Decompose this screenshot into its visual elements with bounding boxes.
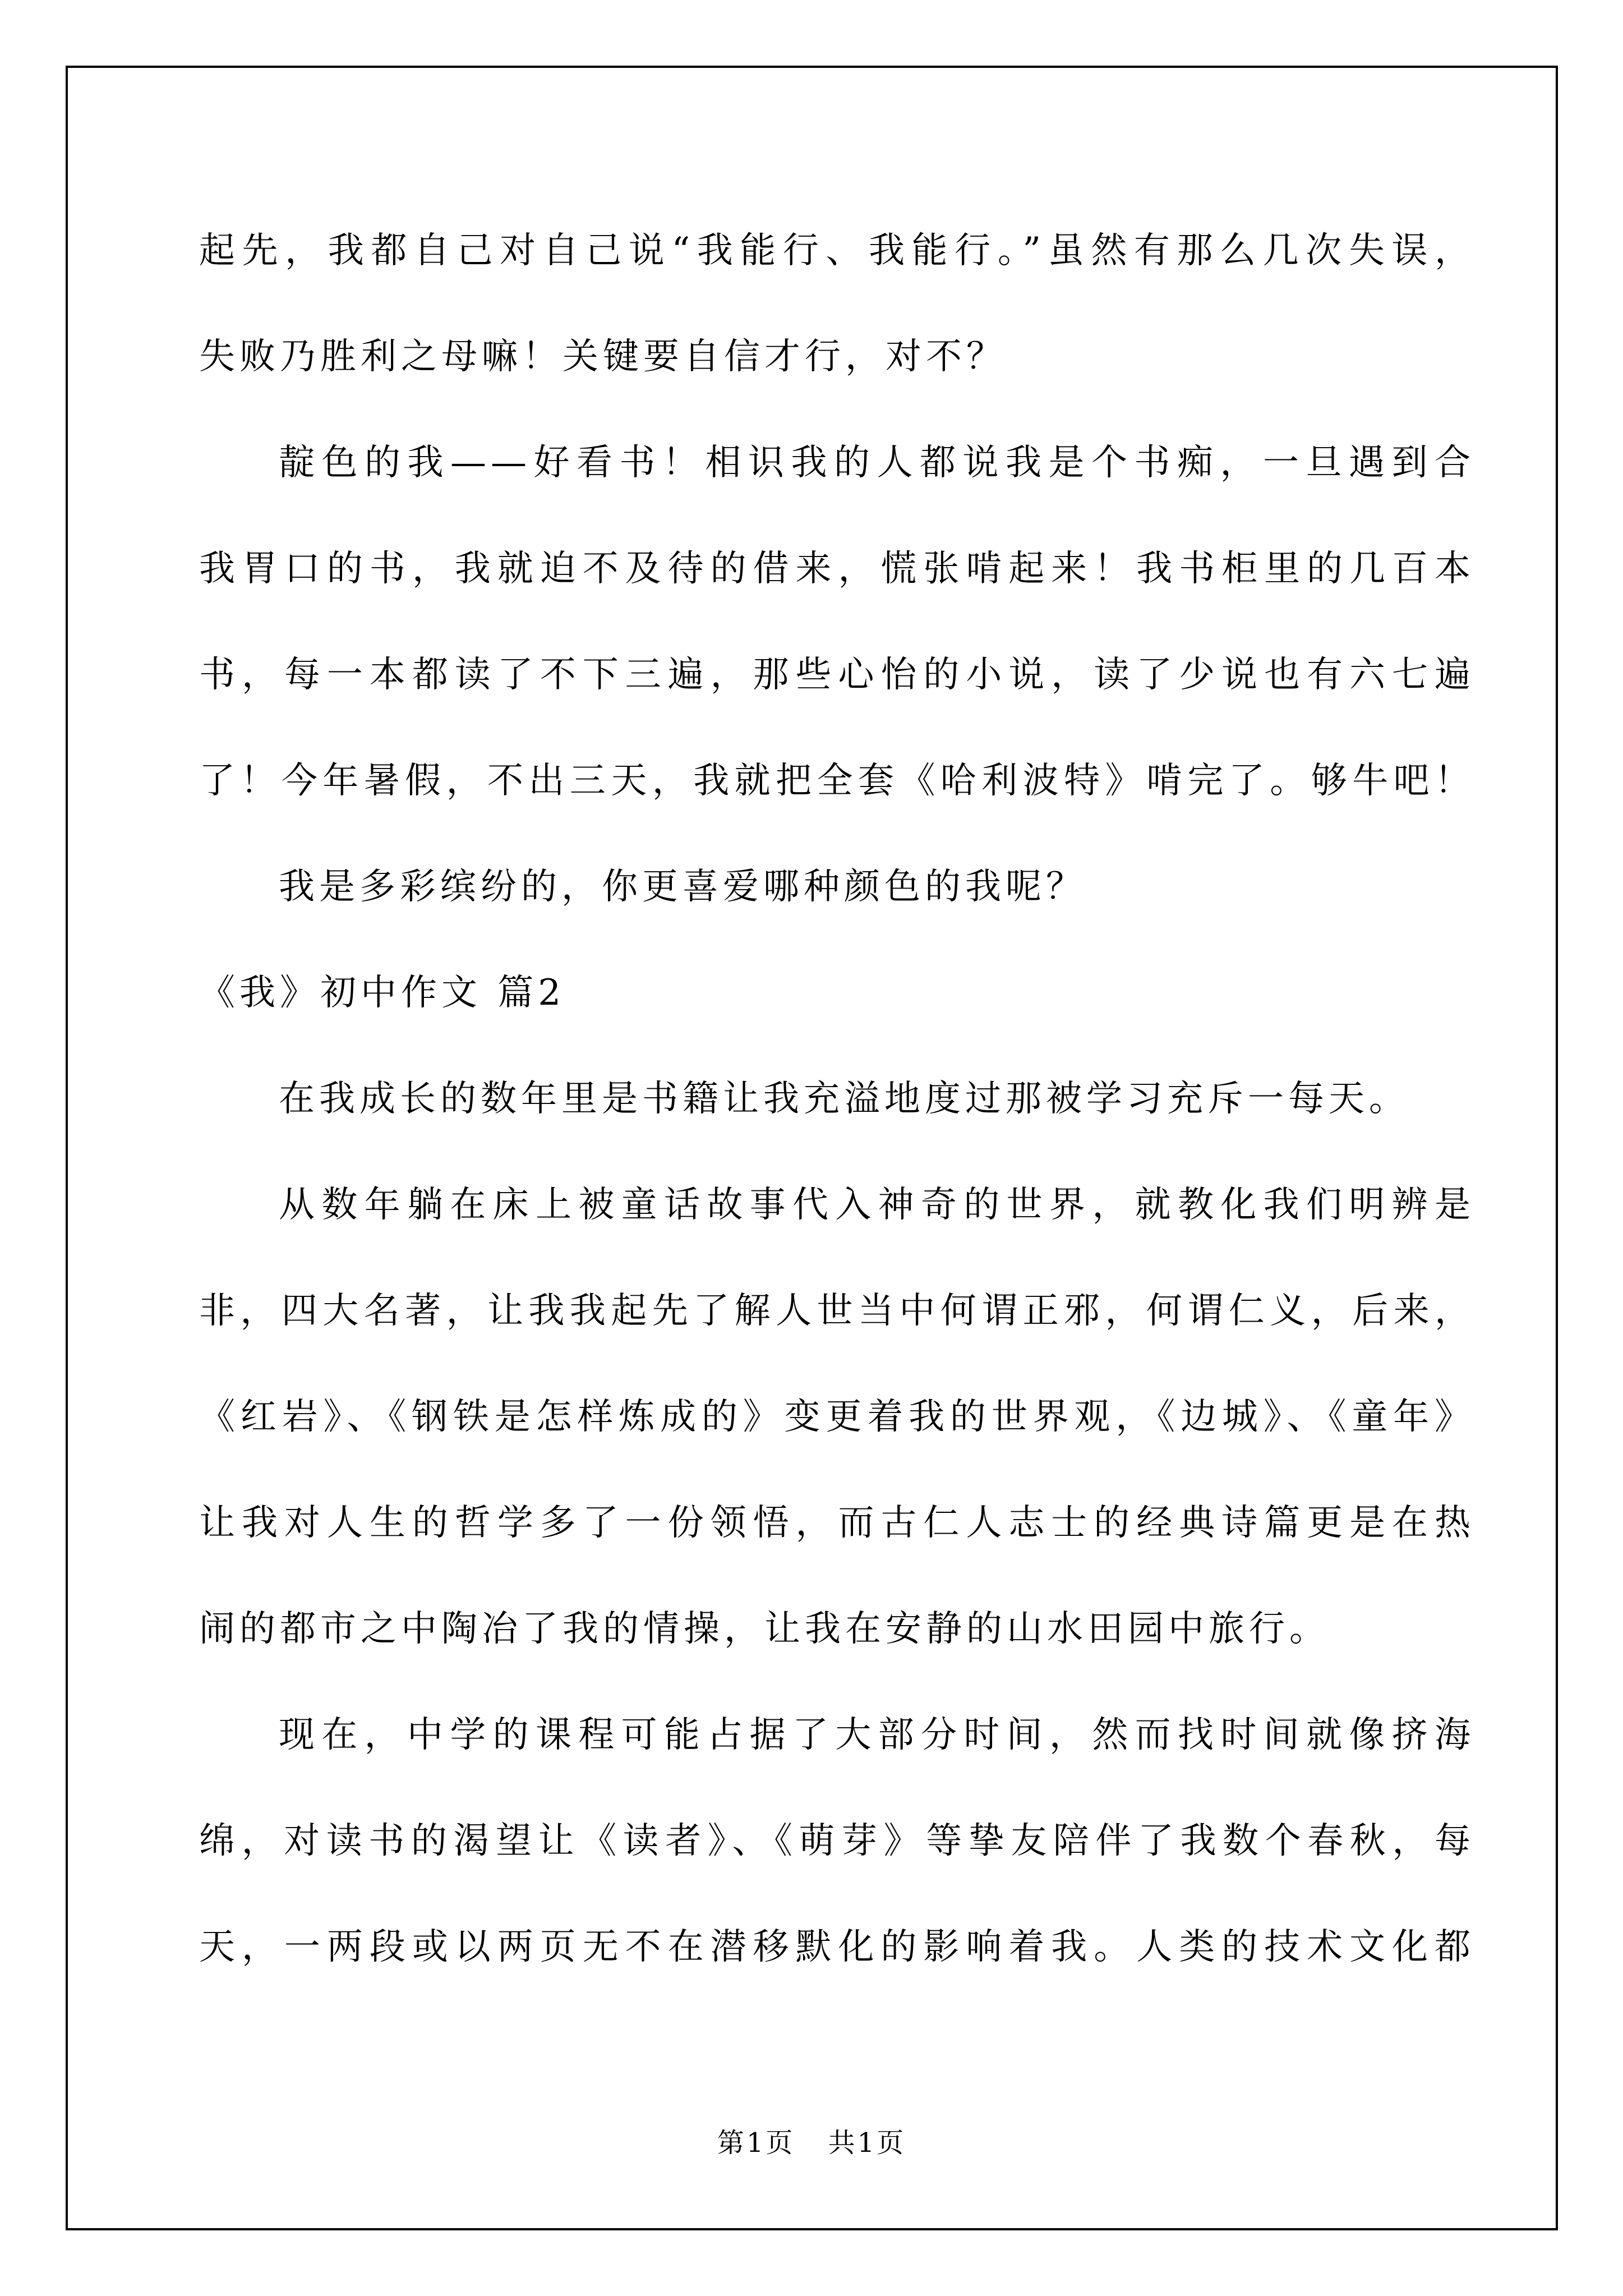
essay-line: 我是多彩缤纷的，你更喜爱哪种颜色的我呢？ [279, 866, 1086, 908]
essay-line: 从数年躺在床上被童话故事代入神奇的世界，就教化我们明辨是 [279, 1184, 1475, 1226]
essay-section-heading: 《我》初中作文 篇2 [199, 972, 566, 1014]
essay-line: 书，每一本都读了不下三遍，那些心怡的小说，读了少说也有六七遍 [199, 654, 1475, 696]
essay-line: 现在，中学的课程可能占据了大部分时间，然而找时间就像挤海 [279, 1714, 1475, 1756]
essay-line: 天，一两段或以两页无不在潜移默化的影响着我。人类的技术文化都 [199, 1926, 1475, 1968]
essay-line: 失败乃胜利之母嘛！关键要自信才行，对不？ [199, 336, 1007, 378]
essay-line: 起先，我都自己对自己说“我能行、我能行。”虽然有那么几次失误， [199, 230, 1475, 272]
page-footer: 第1页 共1页 [717, 2127, 906, 2159]
essay-body [199, 198, 1475, 2000]
essay-line: 让我对人生的哲学多了一份领悟，而古仁人志士的经典诗篇更是在热 [199, 1502, 1475, 1544]
essay-line: 《红岩》、《钢铁是怎样炼成的》变更着我的世界观，《边城》、《童年》 [199, 1396, 1475, 1438]
essay-line: 闹的都市之中陶冶了我的情操，让我在安静的山水田园中旅行。 [199, 1608, 1330, 1650]
essay-line: 绵，对读书的渴望让《读者》、《萌芽》等挚友陪伴了我数个春秋，每 [199, 1820, 1475, 1862]
essay-line: 我胃口的书，我就迫不及待的借来，慌张啃起来！我书柜里的几百本 [199, 548, 1475, 590]
essay-line: 靛色的我——好看书！相识我的人都说我是个书痴，一旦遇到合 [279, 442, 1475, 484]
essay-line: 在我成长的数年里是书籍让我充溢地度过那被学习充斥一每天。 [279, 1078, 1409, 1120]
essay-line: 非，四大名著，让我我起先了解人世当中何谓正邪，何谓仁义，后来， [199, 1290, 1475, 1332]
essay-line: 了！今年暑假，不出三天，我就把全套《哈利波特》啃完了。够牛吧！ [199, 760, 1475, 802]
